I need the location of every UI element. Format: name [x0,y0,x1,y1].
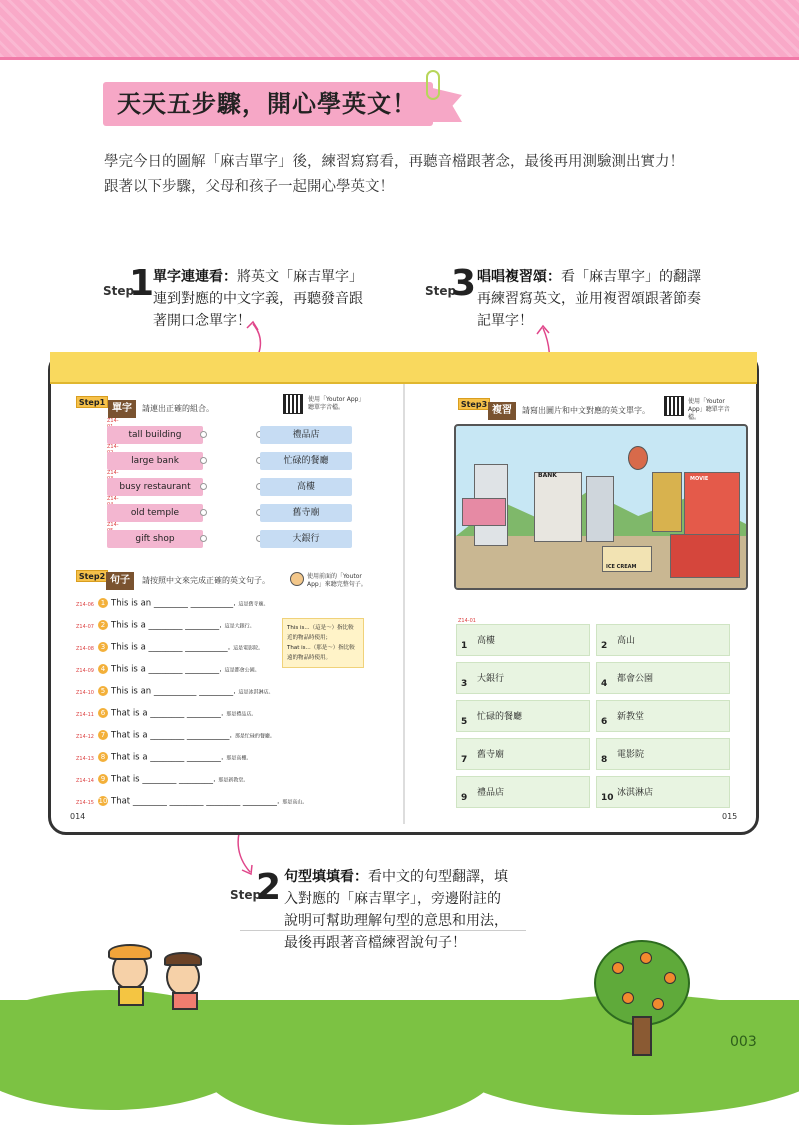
word-code: Z14- [107,418,119,424]
sentence-text: This is a ________ ________. [111,620,222,631]
step1-line: 將英文「麻吉單字」 [237,269,363,285]
review-word: 禮品店 [477,788,505,798]
sentence-number: 7 [98,730,108,740]
title-banner [103,82,433,126]
sentence-number: 3 [98,642,108,652]
step2-label: Step [230,888,262,902]
intro-line: 學完今日的圖解「麻吉單字」後，練習寫寫看，再聽音檔跟著念，最後再用測驗測出實力！ [104,154,684,170]
connector-dot[interactable] [200,509,207,516]
step3-instruction: 請寫出圖片和中文對應的英文單字。 [522,406,650,415]
temple-shape [670,534,740,578]
review-number: 4 [601,679,608,689]
sentence-code: Z14-06 [76,601,94,608]
review-number: 9 [461,793,468,803]
sentence-row[interactable] [76,752,251,763]
sentence-row[interactable] [76,664,260,675]
sentence-text: This is an __________ ________. [111,686,236,697]
sentence-number: 4 [98,664,108,674]
review-number: 2 [601,641,608,651]
sentence-number: 8 [98,752,108,762]
boy-hair-icon [108,944,152,960]
step2-section-label: 句子 [106,572,134,590]
sentence-zh: 那是高樓。 [226,755,252,762]
sentence-zh: 這是大銀行。 [224,623,255,630]
step2-line: 入對應的「麻吉單字」，旁邊附註的 [284,891,501,907]
left-page-number: 014 [70,812,86,821]
sentence-text: That is ________ ________. [111,774,216,785]
step3-title: 唱唱複習頌： [477,269,561,285]
english-word[interactable]: gift shop [107,530,203,548]
child-face-icon [290,572,304,586]
orange-fruit-icon [652,998,664,1010]
review-cell[interactable] [456,776,590,808]
step1-number: 1 [129,263,155,304]
bank-sign: BANK [538,472,557,479]
review-word: 冰淇淋店 [617,788,654,798]
english-word[interactable]: large bank [107,452,203,470]
note-line: 近的物品時使用； [287,635,332,641]
girl-hair-icon [164,952,202,966]
sentence-text: This is an ________ __________. [111,598,236,609]
orange-fruit-icon [612,962,624,974]
review-word: 高山 [617,636,636,646]
sentence-code: Z14-07 [76,623,94,630]
step2-text [284,866,540,954]
sentence-number: 5 [98,686,108,696]
sentence-code: Z14-13 [76,755,94,762]
review-word: 舊寺廟 [477,750,505,760]
book-spine [403,384,405,824]
step2-instruction: 請按照中文來完成正確的英文句子。 [142,576,270,585]
review-cell[interactable] [456,738,590,770]
review-code: Z14-01 [458,618,476,624]
sentence-number: 2 [98,620,108,630]
sentence-text: That is a ________ ________. [111,708,224,719]
review-word: 忙碌的餐廳 [477,712,523,722]
step1-line: 著開口念單字！ [153,313,251,329]
restaurant-shape [462,498,506,526]
step3-line: 看「麻吉單字」的翻譯 [561,269,701,285]
sentence-code: Z14-11 [76,711,94,718]
step2-title: 句型填填看： [284,869,368,885]
top-pattern-band [0,0,799,60]
sentence-text: That is a ________ __________. [111,730,233,741]
sentence-text: That is a ________ ________. [111,752,224,763]
review-number: 7 [461,755,468,765]
review-number: 8 [601,755,608,765]
note-line: That is...（那是～）指比較 [287,645,355,651]
sentence-row[interactable] [76,796,307,807]
review-cell[interactable] [596,662,730,694]
sentence-code: Z14-09 [76,667,94,674]
usage-note [282,618,364,668]
step3-line: 記單字！ [477,313,533,329]
step3-line: 再練習寫英文，並用複習頌跟著節奏 [477,291,701,307]
girl-shirt-icon [172,992,198,1010]
sentence-zh: 那是忙碌的餐廳。 [234,733,275,740]
chinese-word[interactable]: 禮品店 [260,426,352,444]
sentence-number: 6 [98,708,108,718]
church-shape [652,472,682,532]
sentence-number: 9 [98,774,108,784]
grass-ground [0,1000,799,1086]
review-number: 3 [461,679,468,689]
chinese-word[interactable]: 忙碌的餐廳 [260,452,352,470]
step2-number: 2 [256,867,282,908]
orange-fruit-icon [640,952,652,964]
sentence-row[interactable] [76,708,256,719]
chinese-word[interactable]: 大銀行 [260,530,352,548]
city-scene-illustration [454,424,748,590]
step3-tag: Step3 [458,398,490,410]
sentence-zh: 那是禮品店。 [226,711,257,718]
review-cell[interactable] [596,776,730,808]
step1-line: 連到對應的中文字義，再聽發音跟 [153,291,363,307]
paper-clip-icon [426,70,440,100]
review-number: 6 [601,717,608,727]
sentence-row[interactable] [76,686,273,697]
step2-line: 最後再跟著音檔練習說句子！ [284,935,466,951]
sentence-row[interactable] [76,774,248,785]
intro-text [104,150,744,200]
sentence-row[interactable] [76,598,268,609]
word-code: Z14- [107,470,119,476]
page-number: 003 [730,1034,757,1050]
step1-title: 單字連連看： [153,269,237,285]
sentence-text: This is a ________ ________. [111,664,222,675]
step2-tag: Step2 [76,570,108,582]
step1-label: Step [103,284,135,298]
step1-text [153,266,403,332]
review-cell[interactable] [596,700,730,732]
building-shape [586,476,614,542]
boy-shirt-icon [118,986,144,1006]
review-cell[interactable] [596,624,730,656]
sentence-zh: 那是新教堂。 [218,777,249,784]
english-word[interactable]: old temple [107,504,203,522]
bank-building-shape [534,472,582,542]
connector-dot[interactable] [200,483,207,490]
chinese-word[interactable]: 舊寺廟 [260,504,352,522]
review-grid [456,624,746,814]
review-number: 5 [461,717,468,727]
sentence-zh: 這是電影院。 [233,645,264,652]
review-cell[interactable] [456,662,590,694]
connector-dot[interactable] [200,431,207,438]
note-line: 遠的物品時使用。 [287,655,332,661]
right-page-number: 015 [722,812,738,821]
step3-label: Step [425,284,457,298]
sentence-code: Z14-10 [76,689,94,696]
orange-fruit-icon [622,992,634,1004]
review-cell[interactable] [596,738,730,770]
review-number: 1 [461,641,468,651]
tree-trunk-icon [632,1016,652,1056]
english-word[interactable]: busy restaurant [107,478,203,496]
review-word: 都會公園 [617,674,654,684]
sentence-zh: 那是高山。 [282,799,308,806]
review-word: 大銀行 [477,674,505,684]
book-header-wave [50,352,757,384]
sentence-text: That ________ ________ ________ ________. [111,796,280,807]
sentence-row[interactable] [76,642,263,653]
review-word: 高樓 [477,636,496,646]
step3-section-label: 複習 [488,402,516,420]
step1-tag: Step1 [76,396,108,408]
connector-dot[interactable] [200,457,207,464]
sentence-code: Z14-15 [76,799,94,806]
word-code: Z14- [107,496,119,502]
sentence-zh: 這是冰淇淋店。 [238,689,274,696]
review-number: 10 [601,793,614,803]
qr-note: 使用「Youtor App」聽單字音檔。 [308,396,365,411]
ice-cream-sign: ICE CREAM [606,564,637,570]
review-cell[interactable] [456,624,590,656]
movie-sign: MOVIE [690,476,709,482]
review-cell[interactable] [456,700,590,732]
step1-instruction: 請連出正確的組合。 [142,404,214,413]
chinese-word[interactable]: 高樓 [260,478,352,496]
qr-note: 使用「Youtor App」聽單字音檔。 [688,398,730,421]
step1-section-label: 單字 [108,400,136,418]
word-code: Z14- [107,444,119,450]
sentence-number: 10 [98,797,108,805]
step2-line: 說明可幫助理解句型的意思和用法， [284,913,508,929]
connector-dot[interactable] [200,535,207,542]
balloon-shape [628,446,648,470]
step3-number: 3 [451,263,477,304]
word-code: Z14- [107,522,119,528]
sentence-text: This is a ________ __________. [111,642,231,653]
qr-note: 使用前面的「Youtor App」來聽完整句子。 [307,573,367,588]
qr-code-icon [664,396,684,416]
english-word[interactable]: tall building [107,426,203,444]
sentence-zh: 這是舊寺廟。 [238,601,269,608]
sentence-row[interactable] [76,620,255,631]
page-title: 天天五步驟，開心學英文！ [117,90,417,118]
review-word: 新教堂 [617,712,645,722]
sentence-zh: 這是都會公園。 [224,667,260,674]
sentence-row[interactable] [76,730,275,741]
sentence-number: 1 [98,598,108,608]
divider [240,930,526,931]
orange-fruit-icon [664,972,676,984]
step3-text [477,266,735,332]
qr-code-icon [283,394,303,414]
step2-line: 看中文的句型翻譯，填 [368,869,508,885]
sentence-code: Z14-08 [76,645,94,652]
intro-line: 跟著以下步驟，父母和孩子一起開心學英文！ [104,179,394,195]
note-line: This is...（這是～）指比較 [287,625,354,631]
review-word: 電影院 [617,750,645,760]
sentence-code: Z14-14 [76,777,94,784]
sentence-code: Z14-12 [76,733,94,740]
